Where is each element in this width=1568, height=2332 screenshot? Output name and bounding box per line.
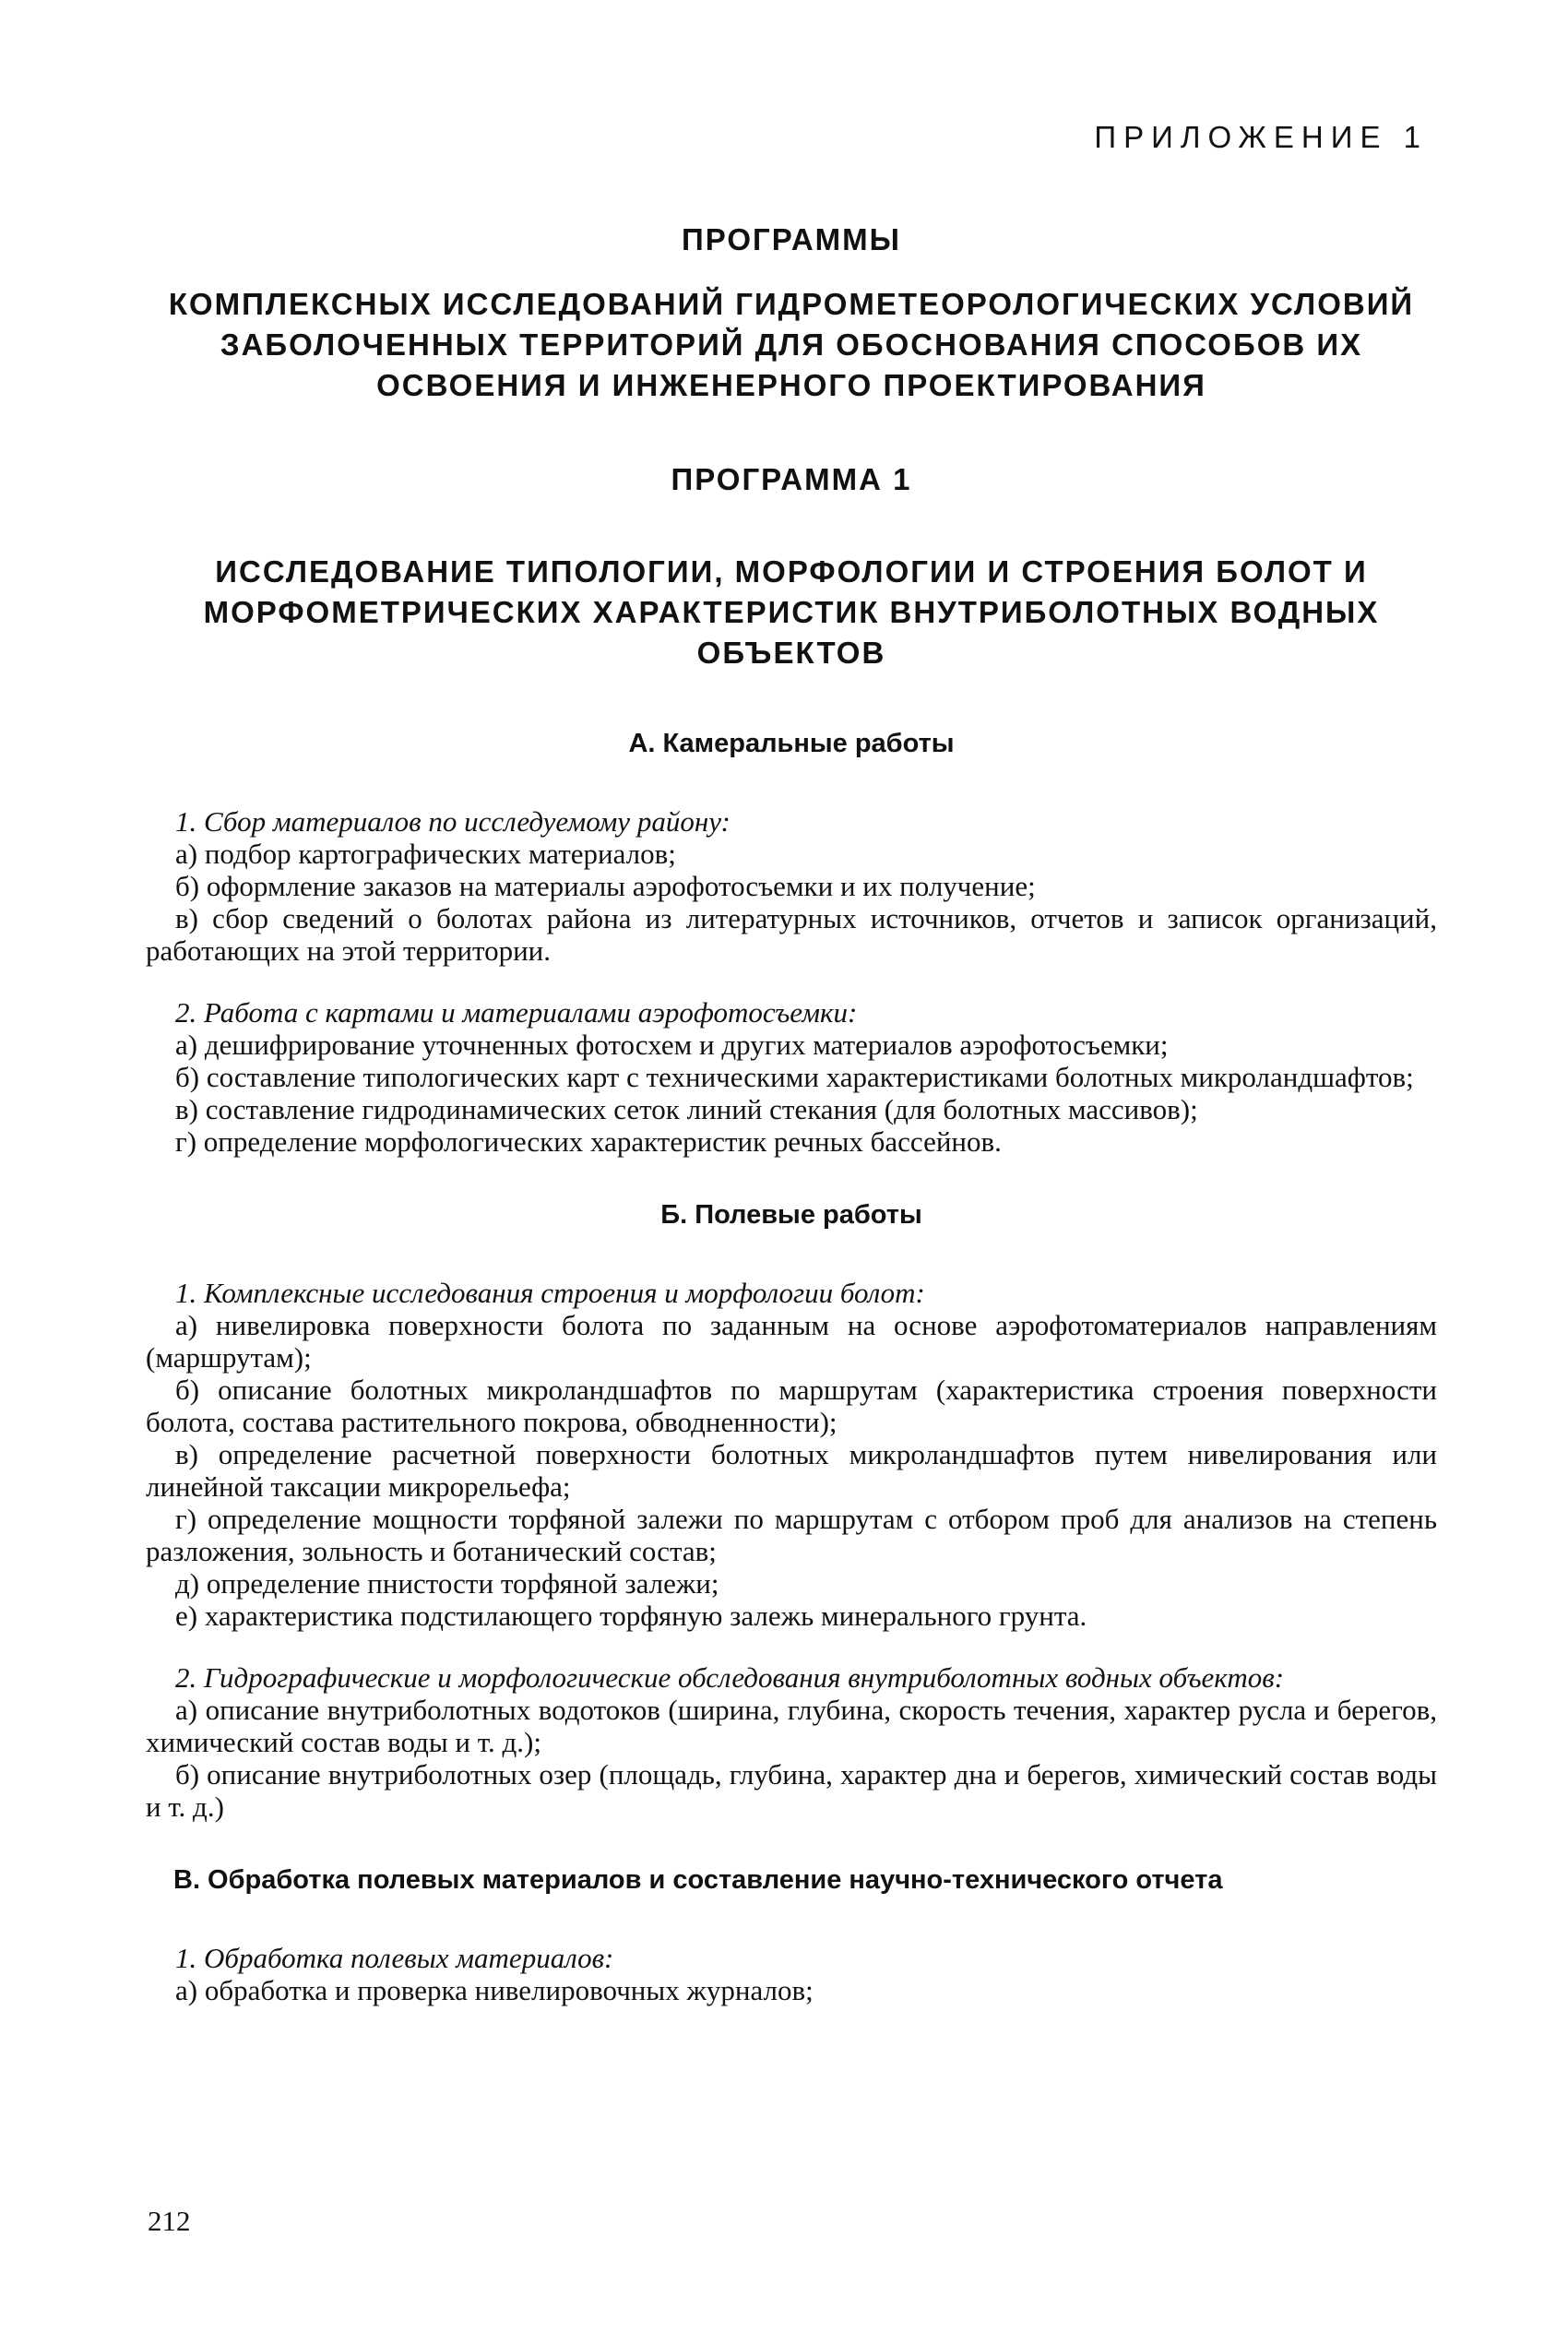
heading-main: КОМПЛЕКСНЫХ ИССЛЕДОВАНИЙ ГИДРОМЕТЕОРОЛОГИЧЕСКИХ УСЛОВИЙ ЗАБОЛОЧЕННЫХ ТЕРРИТОРИЙ ДЛЯ ОБОСНОВАНИЯ СПОСОБОВ ИХ ОСВОЕНИЯ И ИНЖЕНЕРНОГО ПРОЕКТИРОВАНИЯ (168, 287, 1415, 402)
section-a-title: А. Камеральные работы (628, 729, 955, 758)
section-b-item2-title: 2. Гидрографические и морфологические обследования внутриболотных водных объектов: (175, 1661, 1285, 1694)
program-title: ИССЛЕДОВАНИЕ ТИПОЛОГИИ, МОРФОЛОГИИ И СТРОЕНИЯ БОЛОТ И МОРФОМЕТРИЧЕСКИХ ХАРАКТЕРИСТИК ВНУТРИБОЛОТНЫХ ВОДНЫХ ОБЪЕКТОВ (203, 554, 1380, 670)
section-b-item1-line: а) нивелировка поверхности болота по заданным на основе аэрофотоматериалов направлениям (маршрутам); (146, 1309, 1437, 1374)
section-a-item2-title: 2. Работа с картами и материалами аэрофотосъемки: (175, 996, 858, 1029)
section-c-item1-line: а) обработка и проверка нивелировочных журналов; (175, 1974, 814, 2006)
section-a-item2-line: б) составление типологических карт с техническими характеристиками болотных микроландшафтов; (175, 1061, 1414, 1093)
section-c-item1-title: 1. Обработка полевых материалов: (175, 1942, 614, 1974)
section-a-item2-line: а) дешифрирование уточненных фотосхем и других материалов аэрофотосъемки; (175, 1029, 1169, 1061)
section-a-item1-line: б) оформление заказов на материалы аэрофотосъемки и их получение; (175, 870, 1036, 902)
heading-programs: ПРОГРАММЫ (682, 222, 901, 256)
section-a-item2-line: в) составление гидродинамических сеток линий стекания (для болотных массивов); (175, 1093, 1198, 1125)
section-a-item1-title: 1. Сбор материалов по исследуемому району: (175, 805, 731, 838)
appendix-label: ПРИЛОЖЕНИЕ 1 (1094, 120, 1428, 154)
section-a-item1-line: в) сбор сведений о болотах района из литературных источников, отчетов и записок организаций, работающих на этой территории. (146, 902, 1437, 967)
section-b-item1-line: е) характеристика подстилающего торфяную залежь минерального грунта. (175, 1600, 1087, 1632)
section-b-title: Б. Полевые работы (660, 1200, 922, 1230)
program-number: ПРОГРАММА 1 (671, 462, 912, 496)
section-b-item1-line: г) определение мощности торфяной залежи по маршрутам с отбором проб для анализов на степень разложения, зольность и ботанический состав; (146, 1503, 1437, 1567)
section-b-item1-title: 1. Комплексные исследования строения и морфологии болот: (175, 1277, 925, 1309)
section-a-item1-line: а) подбор картографических материалов; (175, 838, 676, 870)
document-page (146, 120, 1437, 2006)
section-b-item1-line: б) описание болотных микроландшафтов по маршрутам (характеристика строения поверхности болота, состава растительного покрова, обводненности); (146, 1374, 1437, 1438)
section-c-title: В. Обработка полевых материалов и составление научно-технического отчета (173, 1865, 1223, 1895)
section-b-item2-line: б) описание внутриболотных озер (площадь, глубина, характер дна и берегов, химический состав воды и т. д.) (146, 1758, 1437, 1823)
section-b-item2-line: а) описание внутриболотных водотоков (ширина, глубина, скорость течения, характер русла и берегов, химический состав воды и т. д.); (146, 1694, 1437, 1758)
section-b-item1-line: д) определение пнистости торфяной залежи; (175, 1567, 719, 1600)
section-b-item1-line: в) определение расчетной поверхности болотных микроландшафтов путем нивелирования или линейной таксации микрорельефа; (146, 1438, 1437, 1503)
page-number: 212 (148, 2205, 191, 2237)
section-a-item2-line: г) определение морфологических характеристик речных бассейнов. (175, 1125, 1002, 1158)
